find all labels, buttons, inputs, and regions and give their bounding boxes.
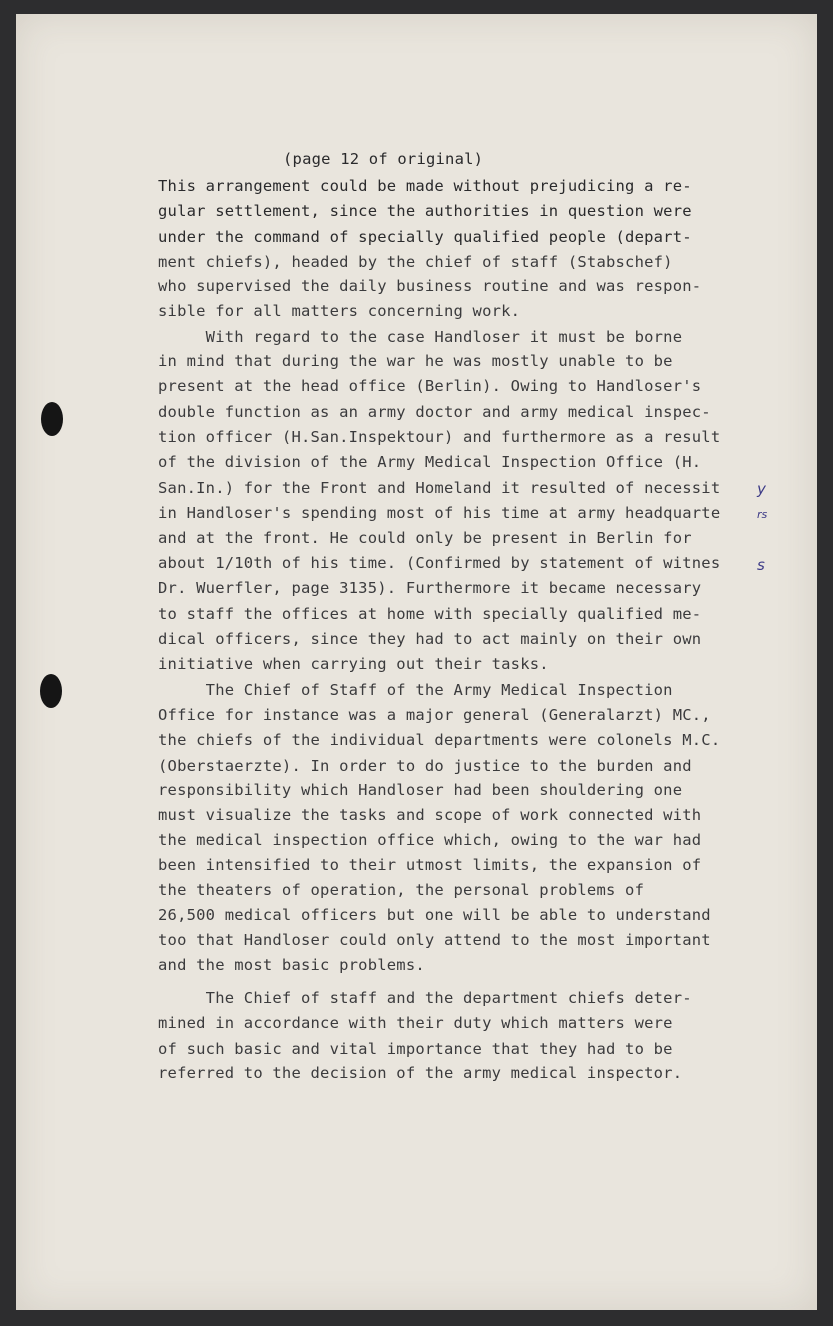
text-line: dical officers, since they had to act mainly on their own	[158, 630, 702, 648]
text-line: present at the head office (Berlin). Owing to Handloser's	[158, 377, 702, 395]
text-line: the chiefs of the individual departments were colonels M.C.	[158, 731, 721, 749]
text-line: responsibility which Handloser had been shouldering one	[158, 781, 683, 799]
text-line: With regard to the case Handloser it must be borne	[158, 328, 683, 346]
text-line: double function as an army doctor and army medical inspec-	[158, 403, 711, 421]
text-line: of such basic and vital importance that they had to be	[158, 1040, 673, 1058]
text-line: under the command of specially qualified people (depart-	[158, 228, 692, 246]
text-line: Dr. Wuerfler, page 3135). Furthermore it became necessary	[158, 579, 702, 597]
text-line: (Oberstaerzte). In order to do justice to the burden and	[158, 757, 692, 775]
text-line: San.In.) for the Front and Homeland it resulted of necessit	[158, 479, 721, 497]
text-line: must visualize the tasks and scope of work connected with	[158, 806, 702, 824]
text-line: the theaters of operation, the personal problems of	[158, 881, 645, 899]
text-line: gular settlement, since the authorities in question were	[158, 202, 692, 220]
text-line: of the division of the Army Medical Inspection Office (H.	[158, 453, 702, 471]
text-line: sible for all matters concerning work.	[158, 302, 521, 320]
page-header: (page 12 of original)	[283, 150, 484, 168]
punch-hole	[40, 674, 62, 708]
text-line: about 1/10th of his time. (Confirmed by statement of witnes	[158, 554, 721, 572]
text-line: Office for instance was a major general (Generalarzt) MC.,	[158, 706, 711, 724]
text-line: ment chiefs), headed by the chief of staff (Stabschef)	[158, 253, 673, 271]
text-line: initiative when carrying out their tasks.	[158, 655, 549, 673]
text-line: in Handloser's spending most of his time at army headquarte	[158, 504, 721, 522]
text-line: and at the front. He could only be present in Berlin for	[158, 529, 692, 547]
text-line: The Chief of Staff of the Army Medical Inspection	[158, 681, 673, 699]
text-line: and the most basic problems.	[158, 956, 425, 974]
punch-hole	[41, 402, 63, 436]
text-line: the medical inspection office which, owing to the war had	[158, 831, 702, 849]
text-line: tion officer (H.San.Inspektour) and furthermore as a result	[158, 428, 721, 446]
text-line: mined in accordance with their duty which matters were	[158, 1014, 673, 1032]
handwritten-correction: s	[757, 556, 765, 574]
text-line: been intensified to their utmost limits, the expansion of	[158, 856, 702, 874]
text-line: too that Handloser could only attend to the most important	[158, 931, 711, 949]
handwritten-correction: rs	[757, 508, 768, 521]
text-line: This arrangement could be made without prejudicing a re-	[158, 177, 692, 195]
text-line: who supervised the daily business routine and was respon-	[158, 277, 702, 295]
text-line: in mind that during the war he was mostly unable to be	[158, 352, 673, 370]
text-line: The Chief of staff and the department chiefs deter-	[158, 989, 692, 1007]
text-line: to staff the offices at home with specially qualified me-	[158, 605, 702, 623]
handwritten-correction: y	[757, 480, 766, 498]
text-line: referred to the decision of the army medical inspector.	[158, 1064, 683, 1082]
text-line: 26,500 medical officers but one will be able to understand	[158, 906, 711, 924]
